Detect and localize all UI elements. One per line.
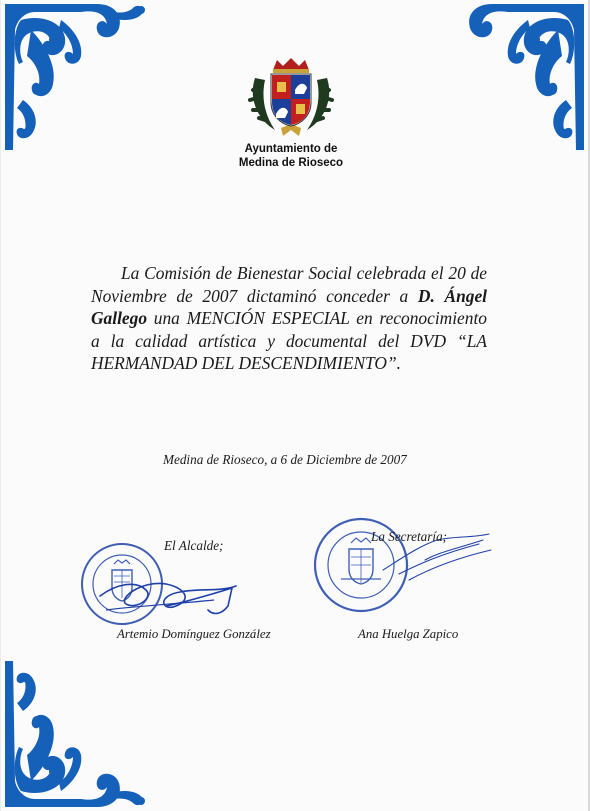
bottom-left-ornament-icon	[1, 661, 151, 811]
top-left-ornament-icon	[1, 0, 151, 150]
alcalde-role: El Alcalde;	[164, 538, 224, 553]
statement-part-2: una MENCIÓN ESPECIAL en reconocimiento a la calidad artística y documental del DVD “LA HERMANDAD DEL DESCENDIMIENTO”.	[91, 308, 487, 373]
secretaria-role: La Secretaría;	[371, 529, 448, 544]
institution-name	[226, 142, 356, 170]
statement-part-1: La Comisión de Bienestar Social celebrada el 20 de Noviembre de 2007 dictaminó conceder a	[91, 263, 487, 306]
coat-of-arms-icon	[245, 56, 337, 138]
institution-line-2: Medina de Rioseco	[238, 157, 344, 169]
alcalde-signature	[96, 566, 246, 631]
secretaria-name: Ana Huelga Zapico	[358, 627, 459, 641]
header-crest-block	[226, 56, 356, 170]
recipient-name: D. Ángel Gallego	[91, 285, 487, 328]
top-right-ornament-icon	[438, 0, 588, 150]
alcalde-name: Artemio Domínguez González	[117, 627, 271, 641]
award-statement	[91, 262, 487, 375]
place-and-date: Medina de Rioseco, a 6 de Diciembre de 2007	[163, 452, 407, 467]
institution-line-1: Ayuntamiento de	[244, 143, 338, 155]
